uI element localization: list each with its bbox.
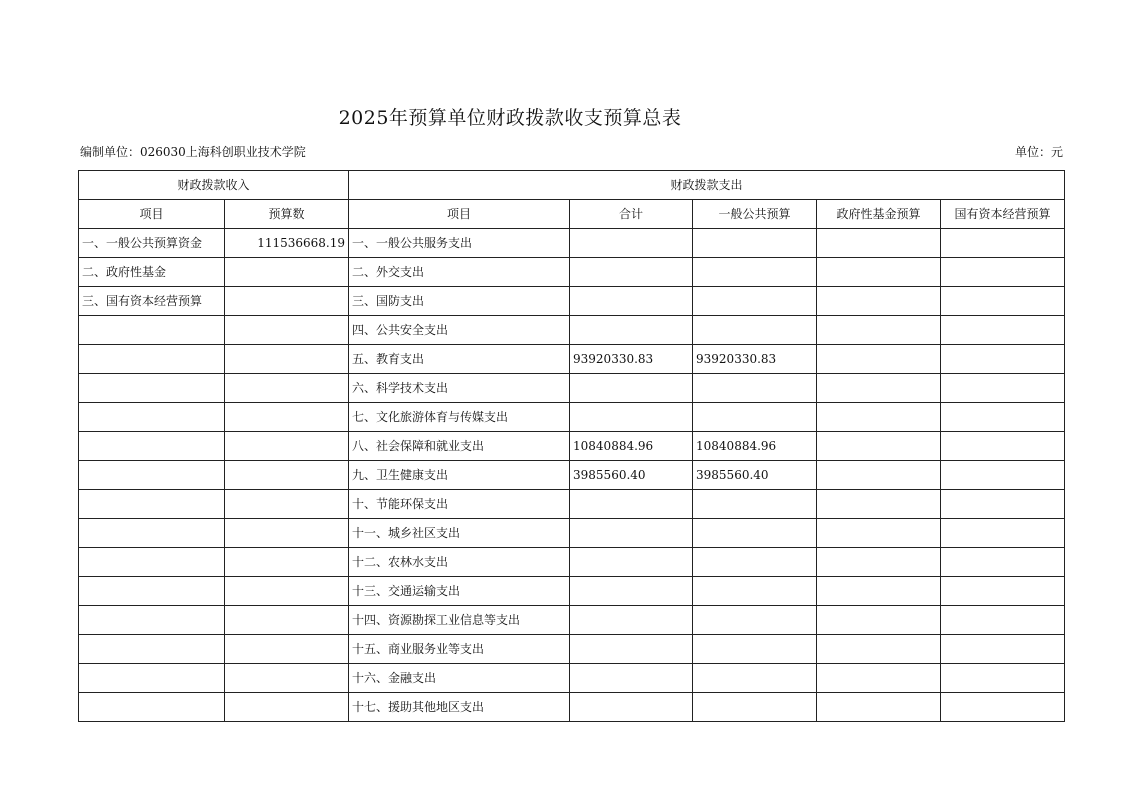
table-row	[79, 403, 1065, 432]
cell-state-capital-budget	[941, 635, 1065, 664]
table-row	[79, 461, 1065, 490]
table-row	[79, 577, 1065, 606]
cell-total	[570, 374, 693, 403]
cell-income-item	[79, 664, 225, 693]
table-row	[79, 432, 1065, 461]
cell-expense-item: 二、外交支出	[349, 258, 570, 287]
cell-expense-item: 七、文化旅游体育与传媒支出	[349, 403, 570, 432]
cell-fund-budget	[817, 403, 941, 432]
unit-label: 单位：元	[1014, 145, 1063, 159]
cell-state-capital-budget	[941, 606, 1065, 635]
cell-income-item	[79, 693, 225, 722]
cell-total	[570, 229, 693, 258]
cell-expense-item: 十七、援助其他地区支出	[349, 693, 570, 722]
cell-total	[570, 548, 693, 577]
table-row	[79, 490, 1065, 519]
cell-fund-budget	[817, 461, 941, 490]
cell-fund-budget	[817, 258, 941, 287]
cell-fund-budget	[817, 635, 941, 664]
cell-general-budget	[693, 635, 817, 664]
cell-general-budget	[693, 316, 817, 345]
table-row	[79, 258, 1065, 287]
table-row	[79, 548, 1065, 577]
cell-state-capital-budget	[941, 490, 1065, 519]
cell-income-item	[79, 316, 225, 345]
cell-income-item	[79, 345, 225, 374]
cell-income-amount	[225, 548, 349, 577]
cell-state-capital-budget	[941, 403, 1065, 432]
cell-income-item	[79, 461, 225, 490]
cell-income-amount	[225, 635, 349, 664]
cell-fund-budget	[817, 345, 941, 374]
cell-income-amount	[225, 577, 349, 606]
cell-expense-item: 八、社会保障和就业支出	[349, 432, 570, 461]
cell-income-item: 二、政府性基金	[79, 258, 225, 287]
cell-expense-item: 三、国防支出	[349, 287, 570, 316]
cell-general-budget: 3985560.40	[693, 461, 817, 490]
cell-total	[570, 316, 693, 345]
table-row	[79, 664, 1065, 693]
cell-fund-budget	[817, 606, 941, 635]
income-group-header: 财政拨款收入	[79, 171, 349, 200]
cell-state-capital-budget	[941, 548, 1065, 577]
cell-general-budget	[693, 664, 817, 693]
cell-general-budget	[693, 693, 817, 722]
cell-general-budget	[693, 374, 817, 403]
cell-total	[570, 519, 693, 548]
cell-total	[570, 490, 693, 519]
cell-expense-item: 十、节能环保支出	[349, 490, 570, 519]
cell-general-budget	[693, 577, 817, 606]
page-title: 2025年预算单位财政拨款收支预算总表	[338, 107, 682, 129]
cell-fund-budget	[817, 490, 941, 519]
cell-total	[570, 664, 693, 693]
cell-total	[570, 693, 693, 722]
col-header-general-budget: 一般公共预算	[693, 200, 817, 229]
cell-fund-budget	[817, 577, 941, 606]
org-label: 编制单位：026030上海科创职业技术学院	[80, 145, 306, 159]
cell-fund-budget	[817, 374, 941, 403]
cell-fund-budget	[817, 432, 941, 461]
col-header-income-item: 项目	[79, 200, 225, 229]
cell-income-amount	[225, 519, 349, 548]
cell-expense-item: 一、一般公共服务支出	[349, 229, 570, 258]
table-row	[79, 693, 1065, 722]
cell-state-capital-budget	[941, 519, 1065, 548]
cell-income-amount	[225, 461, 349, 490]
cell-income-amount	[225, 432, 349, 461]
col-header-fund-budget: 政府性基金预算	[817, 200, 941, 229]
cell-expense-item: 十二、农林水支出	[349, 548, 570, 577]
col-header-total: 合计	[570, 200, 693, 229]
cell-expense-item: 五、教育支出	[349, 345, 570, 374]
cell-general-budget	[693, 519, 817, 548]
cell-general-budget: 93920330.83	[693, 345, 817, 374]
cell-income-amount	[225, 664, 349, 693]
cell-general-budget	[693, 287, 817, 316]
cell-state-capital-budget	[941, 345, 1065, 374]
cell-total: 3985560.40	[570, 461, 693, 490]
cell-expense-item: 六、科学技术支出	[349, 374, 570, 403]
cell-fund-budget	[817, 519, 941, 548]
cell-expense-item: 四、公共安全支出	[349, 316, 570, 345]
cell-general-budget	[693, 490, 817, 519]
cell-fund-budget	[817, 316, 941, 345]
cell-state-capital-budget	[941, 664, 1065, 693]
cell-income-item	[79, 606, 225, 635]
col-header-state-capital-budget: 国有资本经营预算	[941, 200, 1065, 229]
group-header-row	[79, 171, 1065, 200]
cell-fund-budget	[817, 287, 941, 316]
table-row	[79, 606, 1065, 635]
cell-income-amount	[225, 490, 349, 519]
cell-total	[570, 258, 693, 287]
cell-expense-item: 九、卫生健康支出	[349, 461, 570, 490]
cell-income-item	[79, 548, 225, 577]
cell-fund-budget	[817, 664, 941, 693]
cell-total	[570, 287, 693, 316]
budget-table	[78, 170, 1065, 722]
cell-income-amount: 111536668.19	[225, 229, 349, 258]
cell-income-item	[79, 577, 225, 606]
cell-income-item	[79, 432, 225, 461]
cell-general-budget	[693, 606, 817, 635]
expense-group-header: 财政拨款支出	[349, 171, 1065, 200]
cell-income-item: 三、国有资本经营预算	[79, 287, 225, 316]
cell-total: 10840884.96	[570, 432, 693, 461]
table-row	[79, 374, 1065, 403]
cell-fund-budget	[817, 693, 941, 722]
cell-state-capital-budget	[941, 577, 1065, 606]
cell-income-item	[79, 374, 225, 403]
cell-state-capital-budget	[941, 693, 1065, 722]
cell-income-amount	[225, 345, 349, 374]
cell-fund-budget	[817, 548, 941, 577]
cell-income-item	[79, 519, 225, 548]
cell-total	[570, 403, 693, 432]
col-header-income-amount: 预算数	[225, 200, 349, 229]
cell-state-capital-budget	[941, 287, 1065, 316]
cell-general-budget: 10840884.96	[693, 432, 817, 461]
cell-income-amount	[225, 287, 349, 316]
cell-income-amount	[225, 258, 349, 287]
cell-state-capital-budget	[941, 461, 1065, 490]
cell-income-amount	[225, 606, 349, 635]
cell-state-capital-budget	[941, 258, 1065, 287]
cell-state-capital-budget	[941, 432, 1065, 461]
cell-income-item: 一、一般公共预算资金	[79, 229, 225, 258]
table-row	[79, 287, 1065, 316]
column-header-row	[79, 200, 1065, 229]
cell-income-amount	[225, 693, 349, 722]
col-header-expense-item: 项目	[349, 200, 570, 229]
cell-expense-item: 十六、金融支出	[349, 664, 570, 693]
cell-expense-item: 十五、商业服务业等支出	[349, 635, 570, 664]
cell-state-capital-budget	[941, 229, 1065, 258]
cell-expense-item: 十一、城乡社区支出	[349, 519, 570, 548]
cell-general-budget	[693, 548, 817, 577]
cell-income-item	[79, 403, 225, 432]
table-row	[79, 316, 1065, 345]
cell-expense-item: 十四、资源勘探工业信息等支出	[349, 606, 570, 635]
table-row	[79, 345, 1065, 374]
cell-general-budget	[693, 229, 817, 258]
cell-general-budget	[693, 258, 817, 287]
cell-state-capital-budget	[941, 374, 1065, 403]
cell-income-amount	[225, 316, 349, 345]
cell-fund-budget	[817, 229, 941, 258]
cell-total: 93920330.83	[570, 345, 693, 374]
table-row	[79, 229, 1065, 258]
cell-total	[570, 577, 693, 606]
cell-income-amount	[225, 403, 349, 432]
cell-expense-item: 十三、交通运输支出	[349, 577, 570, 606]
cell-income-item	[79, 490, 225, 519]
cell-total	[570, 635, 693, 664]
cell-general-budget	[693, 403, 817, 432]
cell-total	[570, 606, 693, 635]
cell-income-amount	[225, 374, 349, 403]
table-row	[79, 635, 1065, 664]
cell-income-item	[79, 635, 225, 664]
cell-state-capital-budget	[941, 316, 1065, 345]
table-row	[79, 519, 1065, 548]
